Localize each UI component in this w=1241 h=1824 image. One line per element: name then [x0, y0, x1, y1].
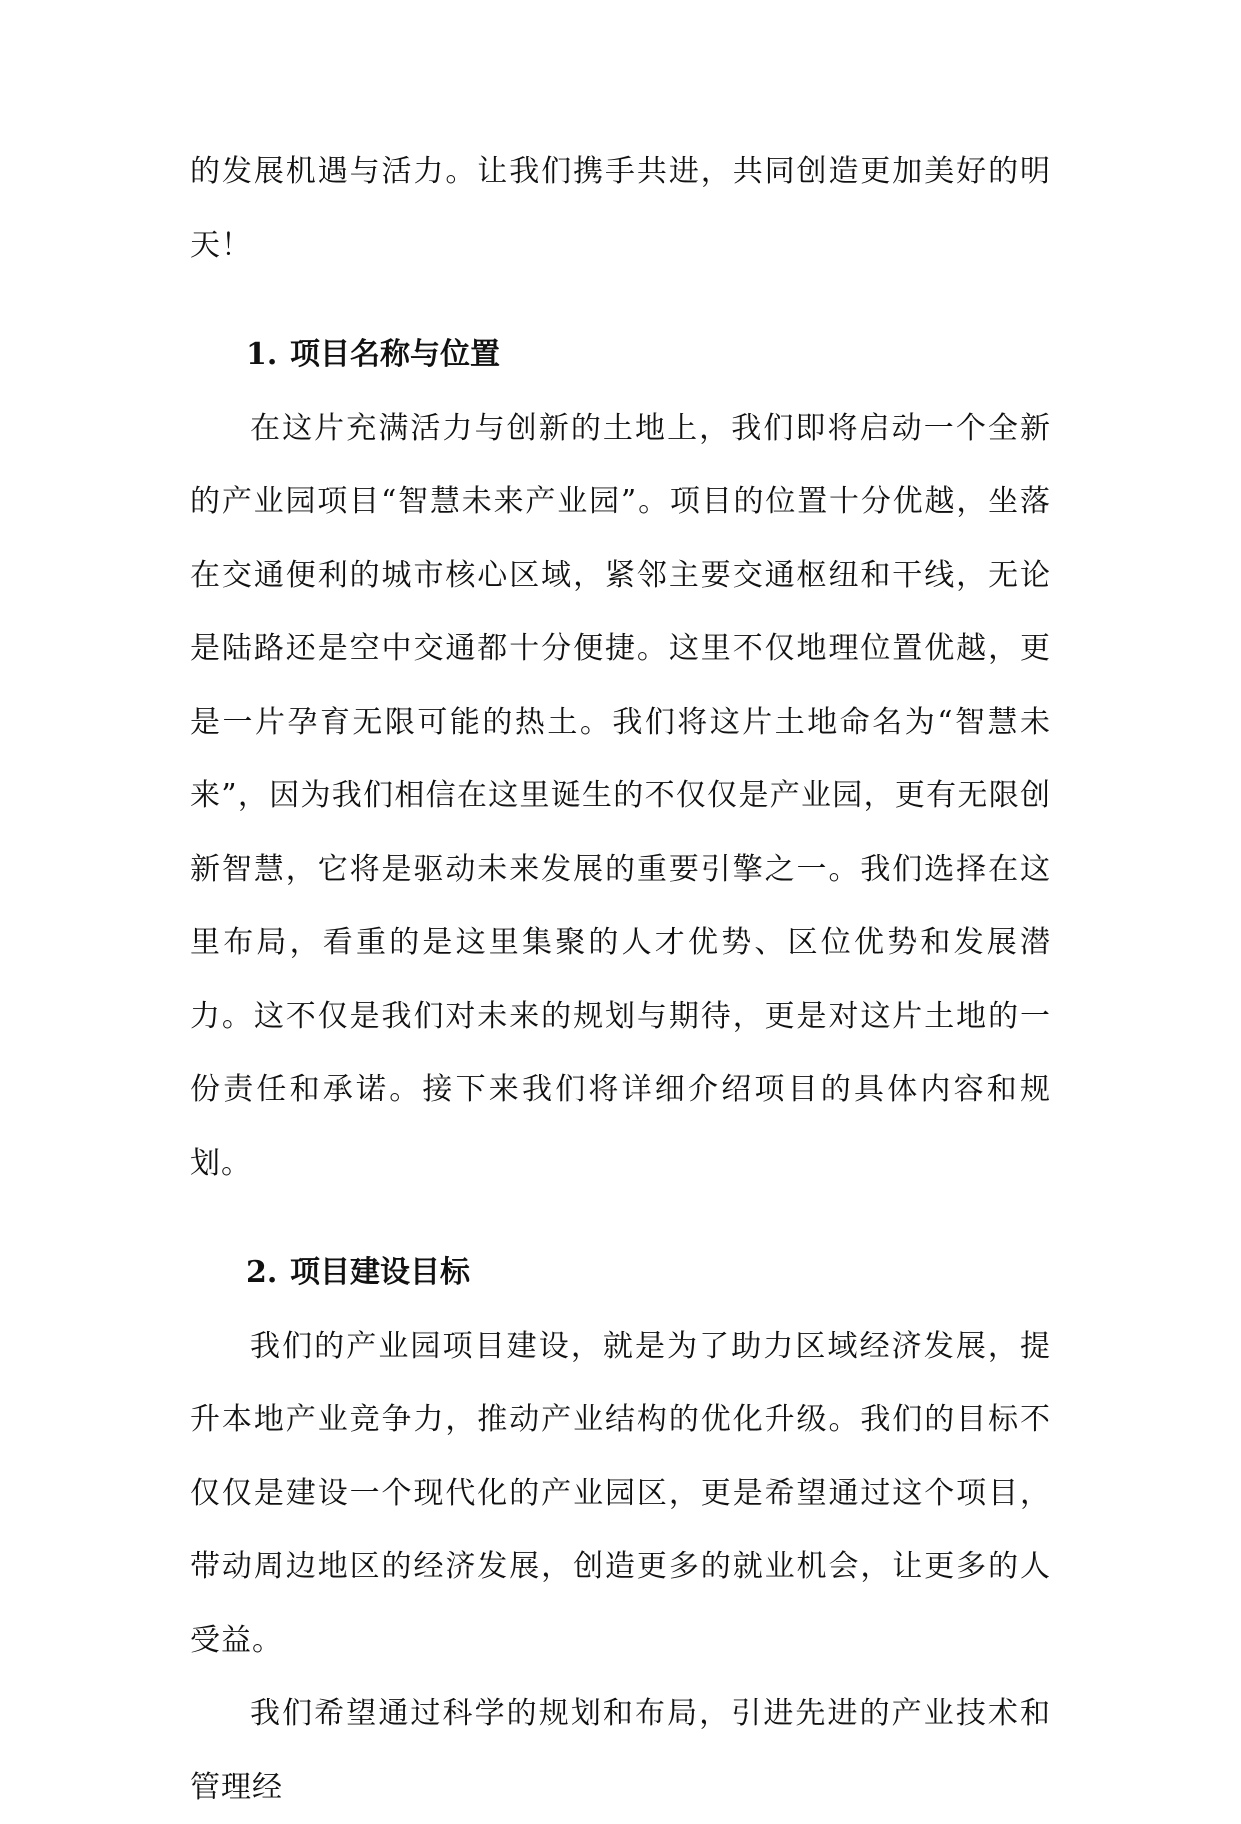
section-2-paragraph-2: 我们希望通过科学的规划和布局，引进先进的产业技术和管理经 [190, 1696, 1051, 1805]
document-page [190, 135, 1051, 1824]
section-1-number: 1. [246, 337, 278, 372]
section-2-title: 项目建设目标 [290, 1255, 470, 1290]
section-1-paragraph: 在这片充满活力与创新的土地上，我们即将启动一个全新的产业园项目“智慧未来产业园”。项目的位置十分优越，坐落在交通便利的城市核心区域，紧邻主要交通枢纽和干线，无论是陆路还是空中交通都十分便捷。这里不仅地理位置优越，更是一片孕育无限可能的热土。我们将这片土地命名为“智慧未来”，因为我们相信在这里诞生的不仅仅是产业园，更有无限创新智慧，它将是驱动未来发展的重要引擎之一。我们选择在这里布局，看重的是这里集聚的人才优势、区位优势和发展潜力。这不仅是我们对未来的规划与期待，更是对这片土地的一份责任和承诺。接下来我们将详细介绍项目的具体内容和规划。 [190, 410, 1051, 1181]
spacer [190, 282, 1051, 318]
section-1-title: 项目名称与位置 [290, 337, 500, 372]
intro-tail-paragraph: 的发展机遇与活力。让我们携手共进，共同创造更加美好的明天！ [190, 154, 1051, 263]
spacer [190, 1200, 1051, 1236]
section-1-heading [190, 318, 1051, 392]
section-2-heading [190, 1236, 1051, 1310]
section-2-number: 2. [246, 1255, 278, 1290]
section-2-paragraph-1: 我们的产业园项目建设，就是为了助力区域经济发展，提升本地产业竞争力，推动产业结构的优化升级。我们的目标不仅仅是建设一个现代化的产业园区，更是希望通过这个项目，带动周边地区的经济发展，创造更多的就业机会，让更多的人受益。 [190, 1328, 1051, 1658]
